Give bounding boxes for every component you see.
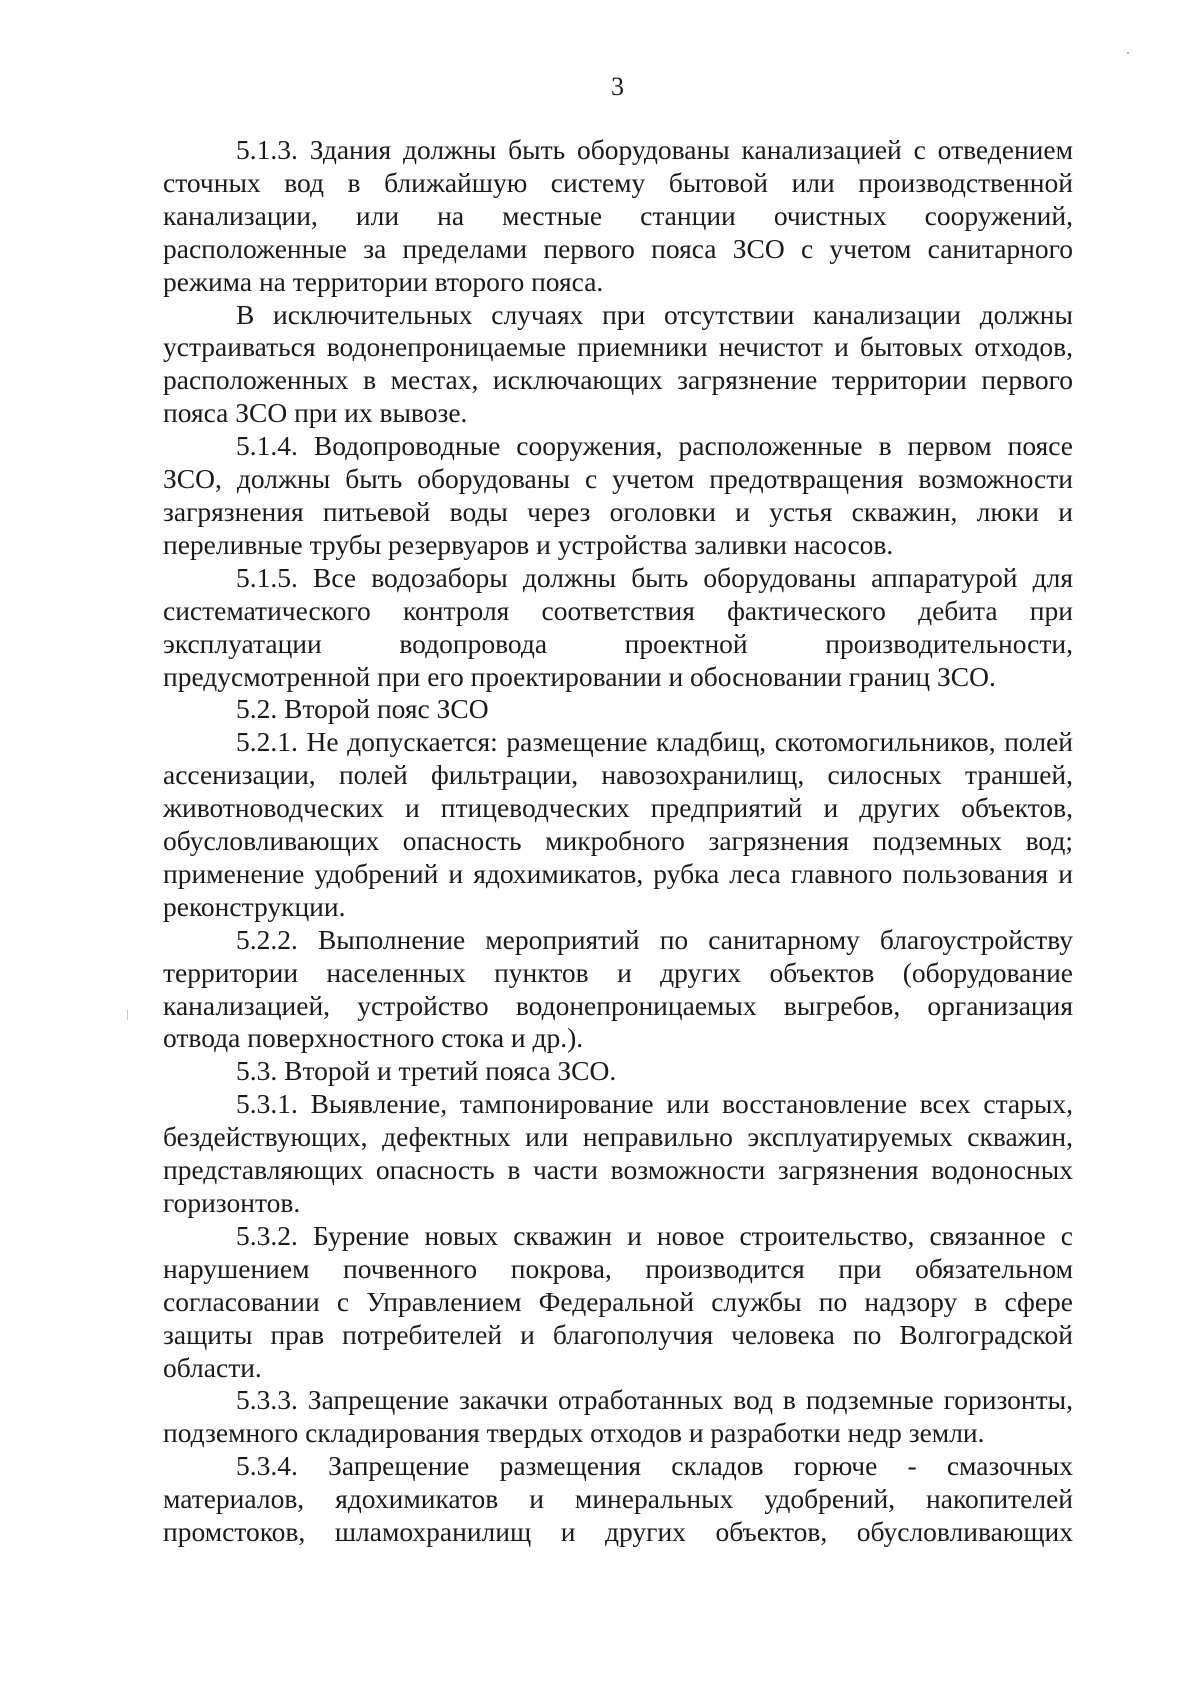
scan-margin-mark — [127, 1010, 128, 1020]
paragraph-5-1-4: 5.1.4. Водопроводные сооружения, расположенные в первом поясе ЗСО, должны быть оборудованы с учетом предотвращения возможности загрязнения питьевой воды через оголовки и устья скважин, люки и переливные трубы резервуаров и устройства заливки насосов. — [163, 430, 1073, 560]
scan-speck — [1127, 52, 1129, 54]
paragraph-5-3-2: 5.3.2. Бурение новых скважин и новое строительство, связанное с нарушением почвенного покрова, производится при обязательном согласовании с Управлением Федеральной службы по надзору в сфере защиты прав потребителей и благополучия человека по Волгоградской области. — [163, 1219, 1073, 1383]
page-number: 3 — [611, 72, 624, 101]
heading-5-2: 5.2. Второй пояс ЗСО — [236, 693, 489, 725]
paragraph-5-3-3: 5.3.3. Запрещение закачки отработанных вод в подземные горизонты, подземного складирования твердых отходов и разработки недр земли. — [163, 1384, 1073, 1449]
document-body — [163, 134, 1073, 1549]
heading-5-3: 5.3. Второй и третий пояса ЗСО. — [236, 1055, 617, 1087]
paragraph-5-3-4: 5.3.4. Запрещение размещения складов горюче - смазочных материалов, ядохимикатов и минеральных удобрений, накопителей промстоков, шламохранилищ и других объектов, обусловливающих — [163, 1450, 1073, 1548]
paragraph-5-2-2: 5.2.2. Выполнение мероприятий по санитарному благоустройству территории населенных пунктов и других объектов (оборудование канализацией, устройство водонепроницаемых выгребов, организация отвода поверхностного стока и др.). — [163, 923, 1073, 1054]
paragraph-5-3-1: 5.3.1. Выявление, тампонирование или восстановление всех старых, бездействующих, дефектных или неправильно эксплуатируемых скважин, представляющих опасность в части возможности загрязнения водоносных горизонтов. — [163, 1088, 1073, 1218]
paragraph-5-1-5: 5.1.5. Все водозаборы должны быть оборудованы аппаратурой для систематического контроля соответствия фактического дебита при эксплуатации водопровода проектной производительности, предусмотренной при его проектировании и обосновании границ ЗСО. — [163, 561, 1073, 692]
paragraph-5-1-3: 5.1.3. Здания должны быть оборудованы канализацией с отведением сточных вод в ближайшую систему бытовой или производственной канализации, или на местные станции очистных сооружений, расположенные за пределами первого пояса ЗСО с учетом санитарного режима на территории второго пояса. — [163, 134, 1073, 297]
paragraph-exceptional-cases: В исключительных случаях при отсутствии канализации должны устраиваться водонепроницаемые приемники нечистот и бытовых отходов, расположенных в местах, исключающих загрязнение территории первого пояса ЗСО при их вывозе. — [163, 298, 1073, 429]
paragraph-5-2-1: 5.2.1. Не допускается: размещение кладбищ, скотомогильников, полей ассенизации, полей фильтрации, навозохранилищ, силосных траншей, животноводческих и птицеводческих предприятий и других объектов, обусловливающих опасность микробного загрязнения подземных вод; применение удобрений и ядохимикатов, рубка леса главного пользования и реконструкции. — [163, 726, 1073, 922]
